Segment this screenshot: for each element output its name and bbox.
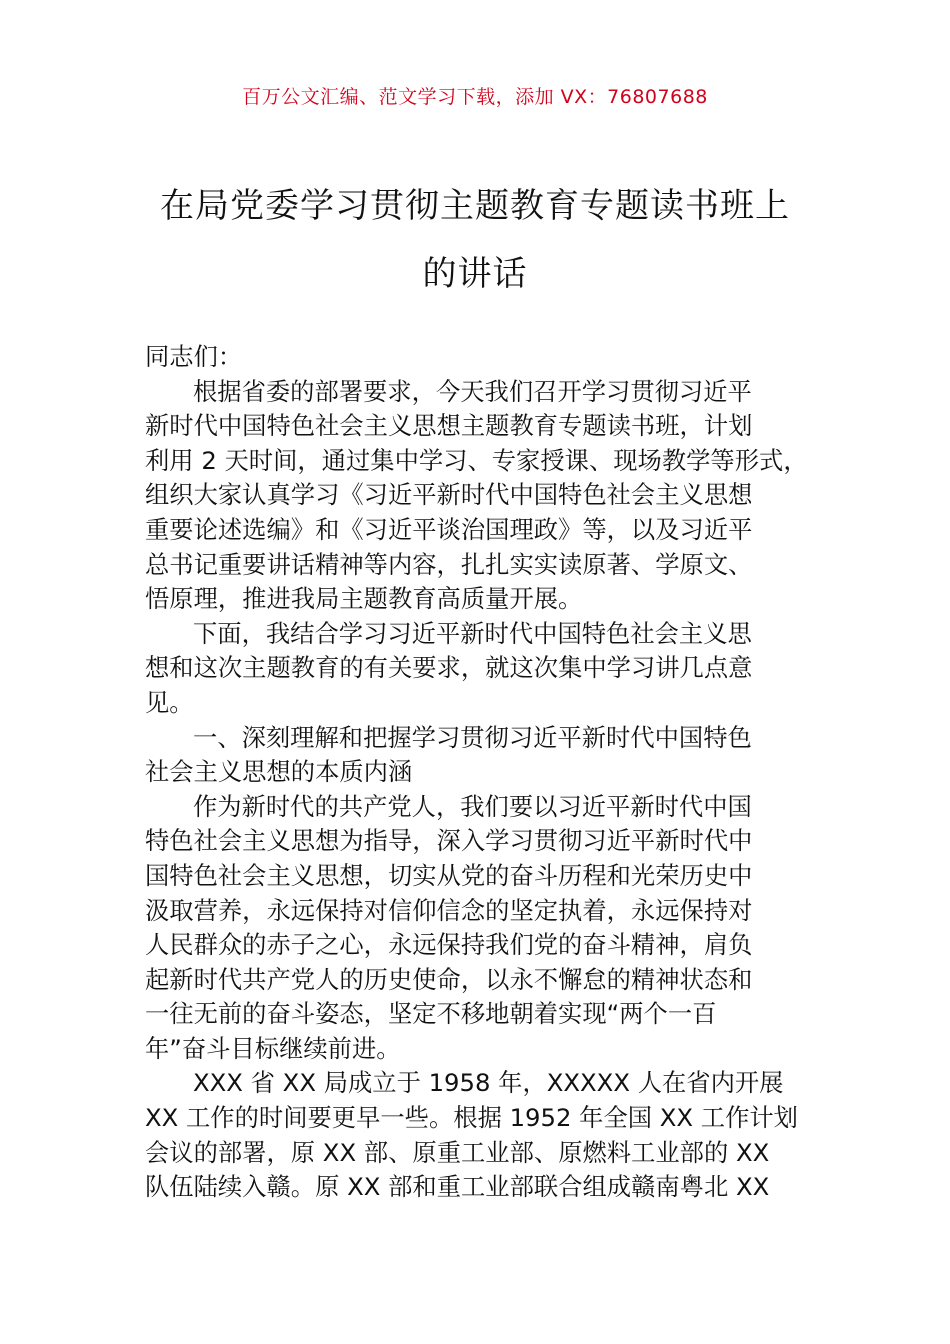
body-line: 人民群众的赤子之心，永远保持我们党的奋斗精神，肩负 — [145, 930, 753, 960]
body-line: XX 工作的时间要更早一些。根据 1952 年全国 XX 工作计划 — [145, 1103, 798, 1133]
body-line: 总书记重要讲话精神等内容，扎扎实实读原著、学原文、 — [145, 549, 753, 579]
body-line: 重要论述选编》和《习近平谈治国理政》等，以及习近平 — [145, 514, 753, 544]
document-body — [145, 340, 810, 1205]
body-line: 起新时代共产党人的历史使命，以永不懈怠的精神状态和 — [145, 964, 753, 994]
document-title — [120, 172, 830, 308]
body-line: 下面，我结合学习习近平新时代中国特色社会主义思 — [193, 618, 752, 648]
body-line: 根据省委的部署要求，今天我们召开学习贯彻习近平 — [193, 376, 752, 406]
body-line: 会议的部署，原 XX 部、原重工业部、原燃料工业部的 XX — [145, 1137, 770, 1167]
body-line: 作为新时代的共产党人，我们要以习近平新时代中国 — [193, 791, 752, 821]
body-line: 一、深刻理解和把握学习贯彻习近平新时代中国特色 — [193, 722, 752, 752]
body-line: 汲取营养，永远保持对信仰信念的坚定执着，永远保持对 — [145, 895, 753, 925]
body-line: 组织大家认真学习《习近平新时代中国特色社会主义思想 — [145, 480, 753, 510]
body-line: XXX 省 XX 局成立于 1958 年，XXXXX 人在省内开展 — [193, 1068, 784, 1098]
body-line: 利用 2 天时间，通过集中学习、专家授课、现场教学等形式， — [145, 445, 808, 475]
body-line: 年”奋斗目标继续前进。 — [145, 1033, 401, 1063]
body-line: 同志们： — [145, 342, 243, 371]
body-line: 特色社会主义思想为指导，深入学习贯彻习近平新时代中 — [145, 826, 753, 856]
body-line: 见。 — [145, 687, 194, 717]
body-line: 想和这次主题教育的有关要求，就这次集中学习讲几点意 — [145, 653, 753, 683]
header-banner: 百万公文汇编、范文学习下载，添加 VX：76807688 — [242, 86, 708, 108]
body-line: 悟原理，推进我局主题教育高质量开展。 — [145, 584, 583, 614]
body-line: 队伍陆续入赣。原 XX 部和重工业部联合组成赣南粤北 XX — [145, 1172, 770, 1202]
title-line-2: 的讲话 — [422, 254, 528, 294]
title-line-1: 在局党委学习贯彻主题教育专题读书班上 — [160, 186, 790, 226]
body-line: 社会主义思想的本质内涵 — [145, 757, 413, 787]
body-line: 国特色社会主义思想，切实从党的奋斗历程和光荣历史中 — [145, 860, 753, 890]
body-line: 新时代中国特色社会主义思想主题教育专题读书班，计划 — [145, 411, 753, 441]
body-line: 一往无前的奋斗姿态，坚定不移地朝着实现“两个一百 — [145, 999, 717, 1029]
